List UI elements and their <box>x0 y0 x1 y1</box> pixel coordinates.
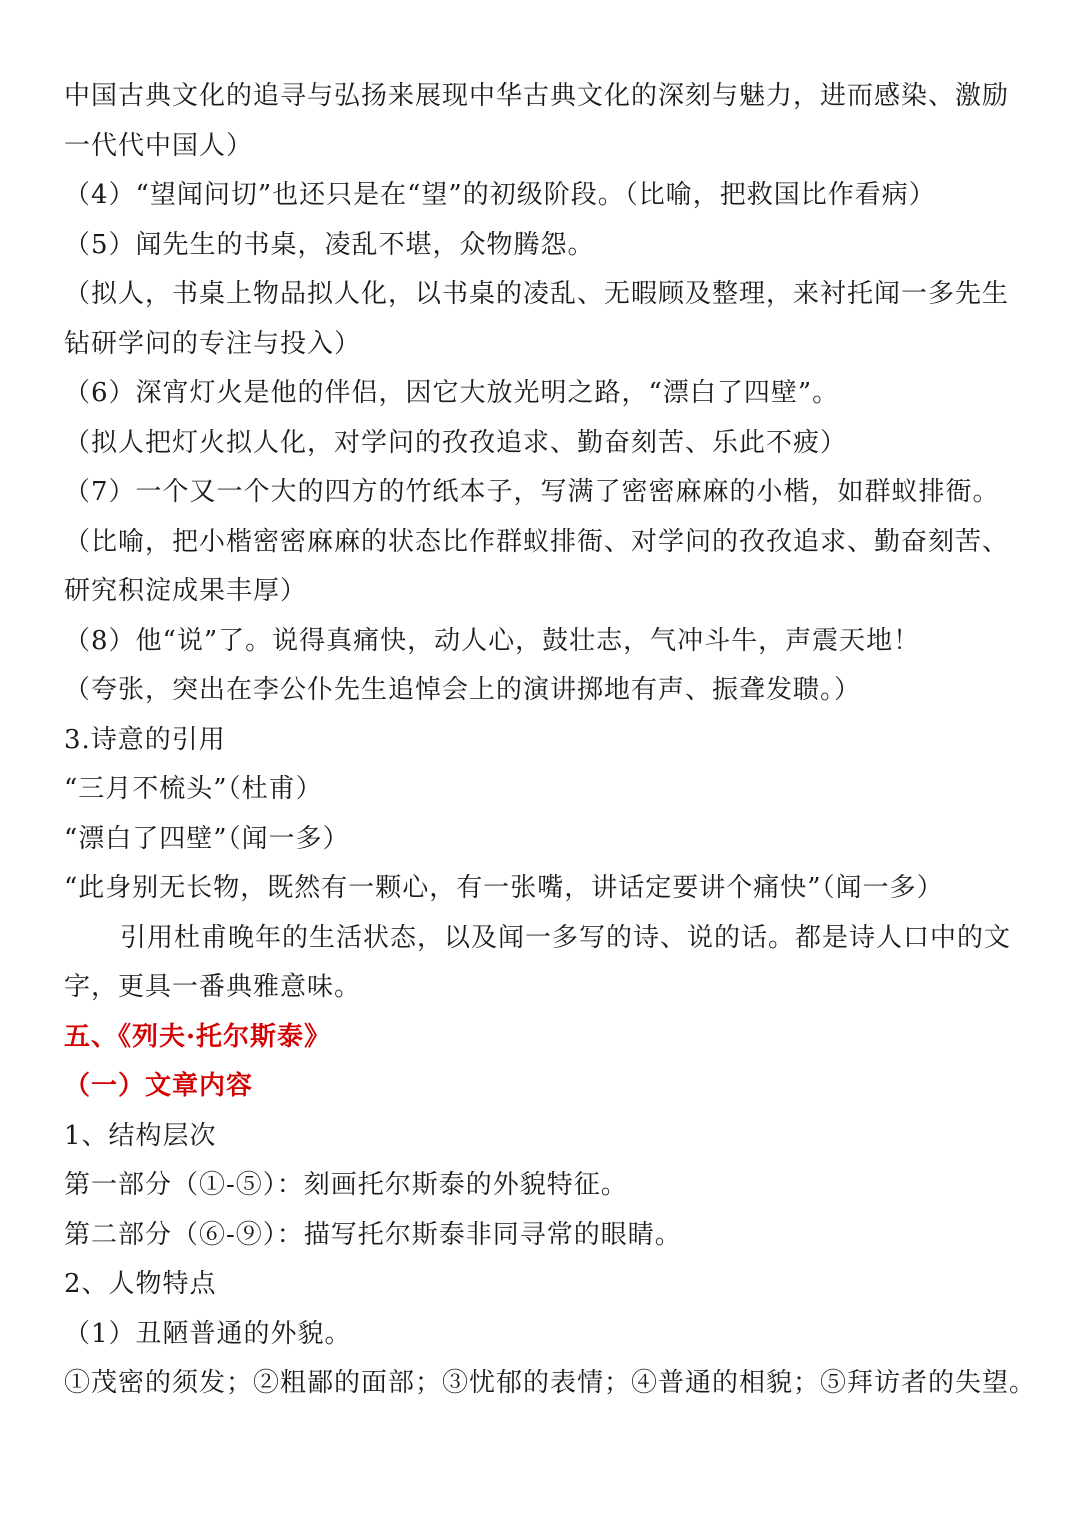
text-line-9: （7）一个又一个大的四方的竹纸本子，写满了密密麻麻的小楷，如群蚁排衙。 <box>64 477 1000 507</box>
text-line-2: 一代代中国人） <box>64 130 254 161</box>
text-line-6: 钻研学问的专注与投入） <box>64 328 362 359</box>
list-heading-structure: 1、结构层次 <box>64 1120 217 1151</box>
quote-line-3: “此身别无长物，既然有一颗心，有一张嘴，讲话定要讲个痛快”（闻一多） <box>64 873 944 903</box>
paragraph-line-2: 字，更具一番典雅意味。 <box>64 972 362 1002</box>
text-line-1: 中国古典文化的追寻与弘扬来展现中华古典文化的深刻与魅力，进而感染、激励 <box>64 81 1010 111</box>
text-line-3: （4）“望闻问切”也还只是在“望”的初级阶段。（比喻，把救国比作看病） <box>64 180 936 210</box>
quote-line-2: “漂白了四壁”（闻一多） <box>64 823 350 854</box>
subsection-heading: 3.诗意的引用 <box>64 724 226 755</box>
character-trait-details: ①茂密的须发；②粗鄙的面部；③忧郁的表情；④普通的相貌；⑤拜访者的失望。 <box>64 1368 1037 1398</box>
text-line-5: （拟人，书桌上物品拟人化，以书桌的凌乱、无暇顾及整理，来衬托闻一多先生 <box>64 279 1010 309</box>
structure-part-1: 第一部分（①-⑤）：刻画托尔斯泰的外貌特征。 <box>64 1170 628 1200</box>
section-subheading: （一）文章内容 <box>64 1071 254 1101</box>
text-line-11: 研究积淀成果丰厚） <box>64 576 308 606</box>
text-line-4: （5）闻先生的书桌，凌乱不堪，众物腾怨。 <box>64 229 595 260</box>
text-line-7: （6）深宵灯火是他的伴侣，因它大放光明之路，“漂白了四壁”。 <box>64 378 840 408</box>
paragraph-line-1: 引用杜甫晚年的生活状态，以及闻一多写的诗、说的话。都是诗人口中的文 <box>120 922 1012 953</box>
section-heading: 五、《列夫·托尔斯泰》 <box>64 1021 332 1052</box>
text-line-10: （比喻，把小楷密密麻麻的状态比作群蚁排衙、对学问的孜孜追求、勤奋刻苦、 <box>64 526 1010 557</box>
structure-part-2: 第二部分（⑥-⑨）：描写托尔斯泰非同寻常的眼睛。 <box>64 1219 682 1250</box>
text-line-13: （夸张，突出在李公仆先生追悼会上的演讲掷地有声、振聋发聩。） <box>64 675 862 705</box>
character-trait-1: （1）丑陋普通的外貌。 <box>64 1318 352 1349</box>
quote-line-1: “三月不梳头”（杜甫） <box>64 774 323 804</box>
list-heading-characters: 2、人物特点 <box>64 1269 217 1299</box>
document-page <box>64 72 1054 1409</box>
text-line-8: （拟人把灯火拟人化，对学问的孜孜追求、勤奋刻苦、乐此不疲） <box>64 427 848 458</box>
text-line-12: （8）他“说”了。说得真痛快，动人心，鼓壮志，气冲斗牛，声震天地！ <box>64 625 921 656</box>
